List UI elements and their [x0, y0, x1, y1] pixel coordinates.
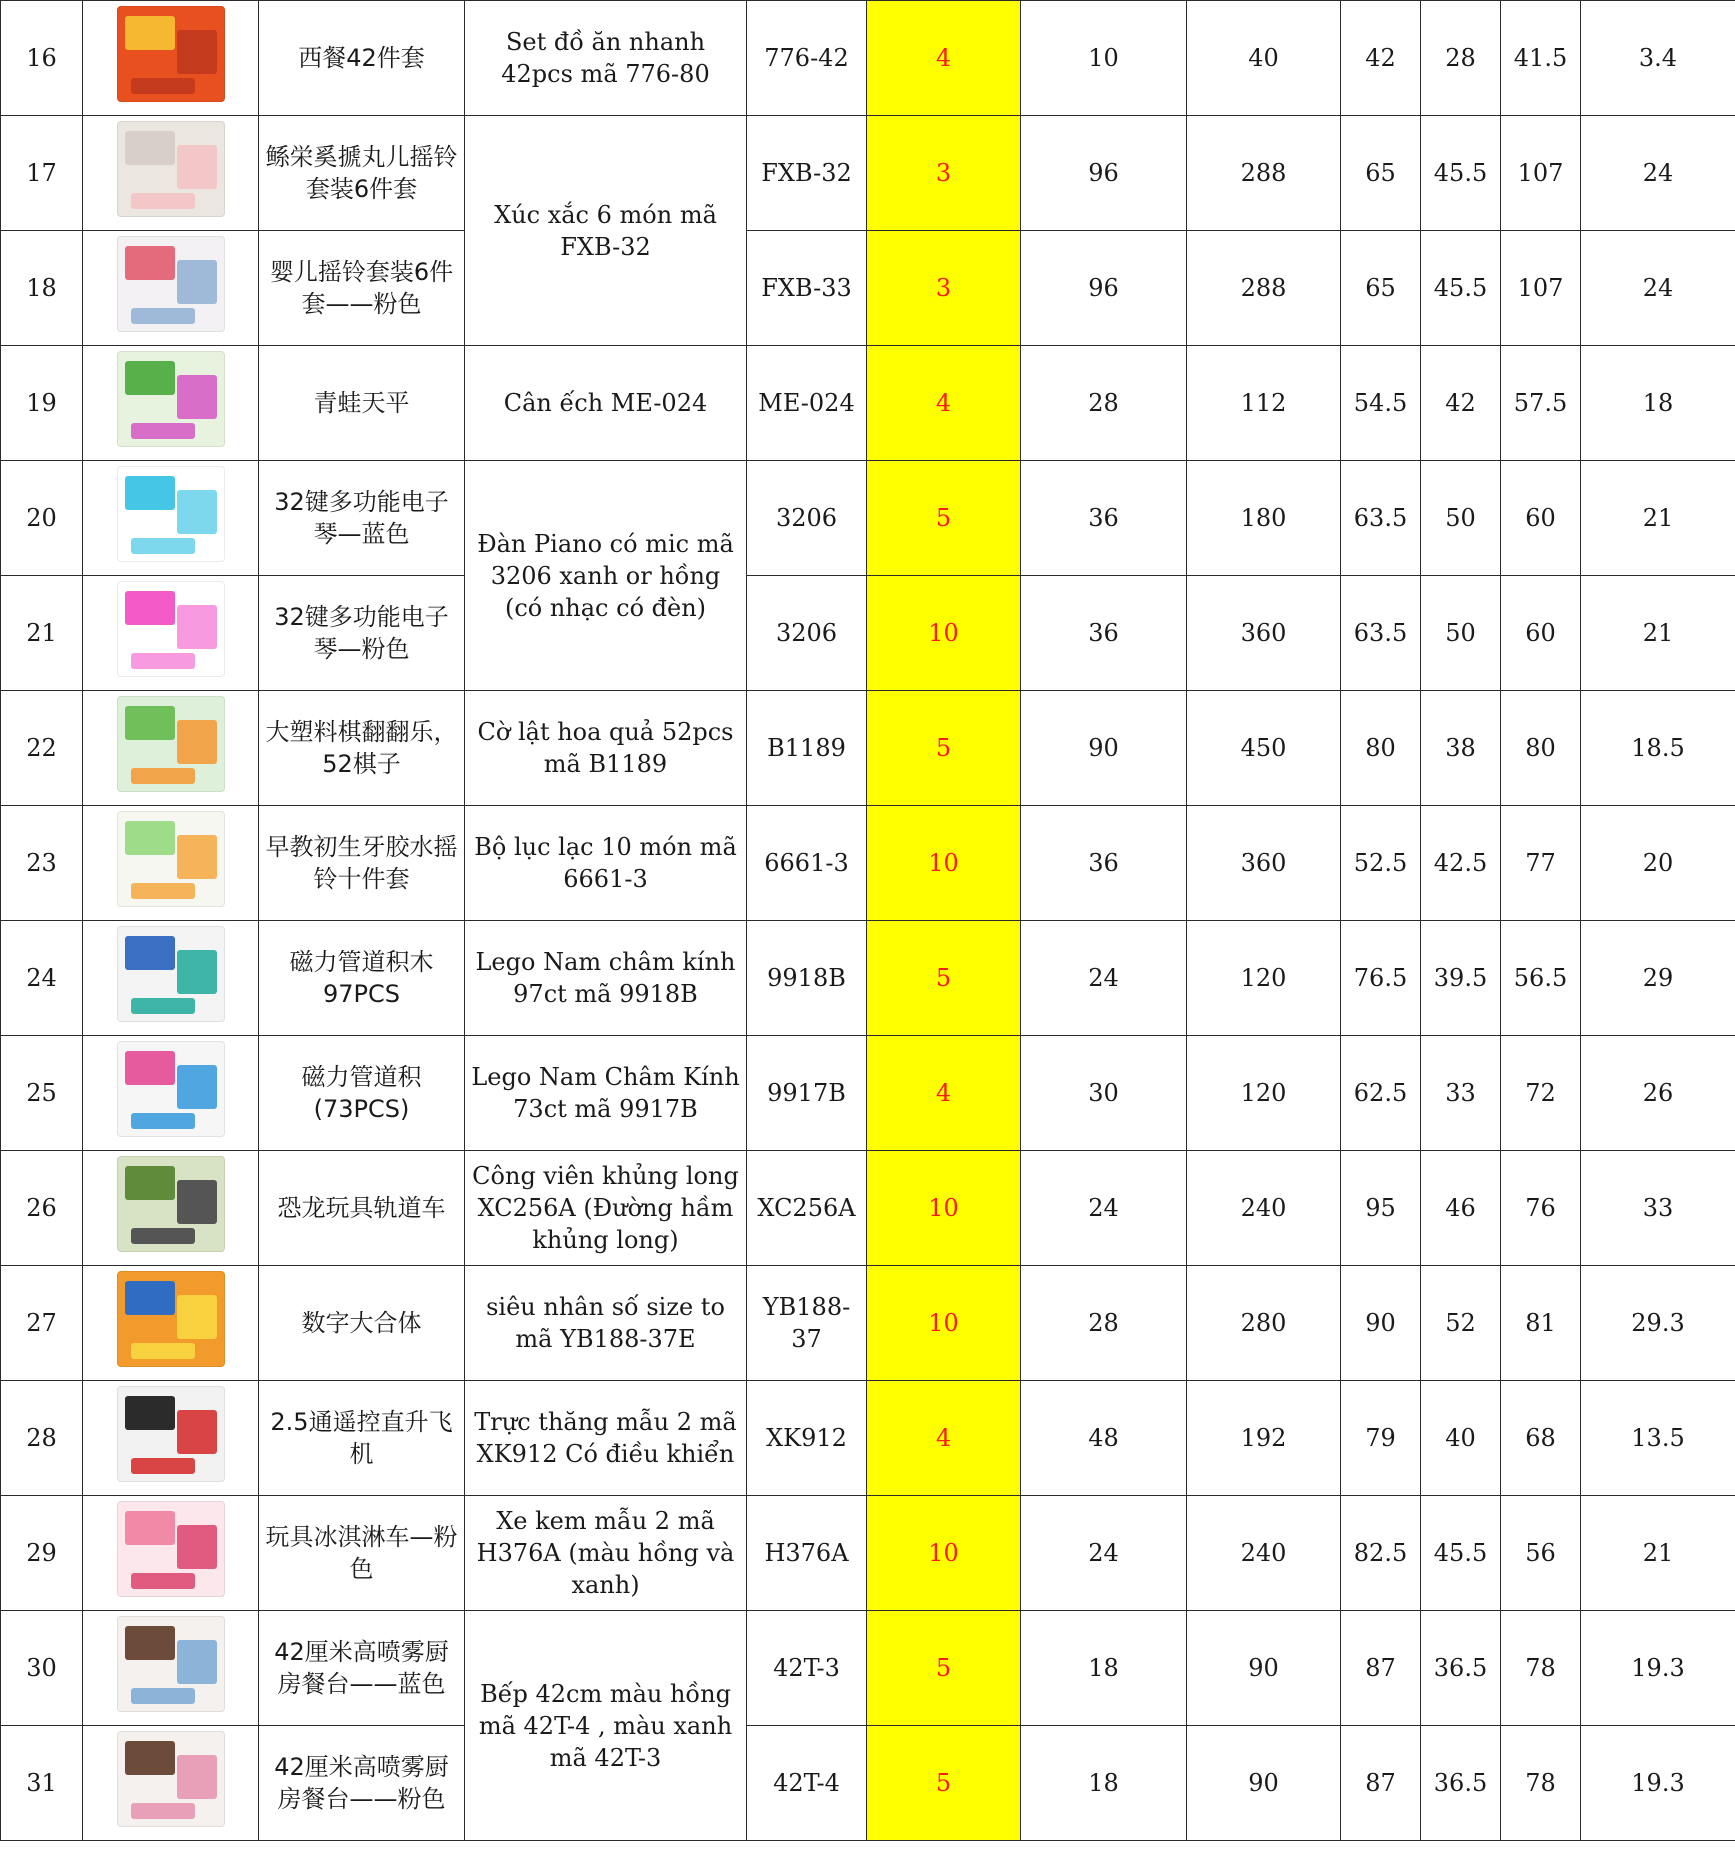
order-quantity-cell: 10 — [867, 806, 1021, 921]
kitchen-set-pink-thumbnail — [117, 1731, 225, 1827]
carton-width-cell: 50 — [1421, 461, 1501, 576]
carton-width-cell: 36.5 — [1421, 1611, 1501, 1726]
total-units-cell: 90 — [1187, 1726, 1341, 1841]
table-row — [1, 116, 1735, 231]
product-code-cell: FXB-33 — [747, 231, 867, 346]
row-number-cell: 16 — [1, 1, 83, 116]
ice-cream-cart-thumbnail — [117, 1501, 225, 1597]
vietnamese-name-cell: Xúc xắc 6 món mã FXB-32 — [465, 116, 747, 346]
total-units-cell: 240 — [1187, 1496, 1341, 1611]
carton-weight-cell: 21 — [1581, 1496, 1735, 1611]
product-image-cell — [83, 231, 259, 346]
total-units-cell: 120 — [1187, 921, 1341, 1036]
total-units-cell: 288 — [1187, 116, 1341, 231]
units-per-carton-cell: 96 — [1021, 116, 1187, 231]
product-code-cell: ME-024 — [747, 346, 867, 461]
carton-height-cell: 77 — [1501, 806, 1581, 921]
units-per-carton-cell: 96 — [1021, 231, 1187, 346]
carton-height-cell: 76 — [1501, 1151, 1581, 1266]
carton-width-cell: 46 — [1421, 1151, 1501, 1266]
carton-width-cell: 42 — [1421, 346, 1501, 461]
product-code-cell: 42T-3 — [747, 1611, 867, 1726]
product-code-cell: XK912 — [747, 1381, 867, 1496]
product-image-cell — [83, 1496, 259, 1611]
table-row — [1, 1266, 1735, 1381]
units-per-carton-cell: 36 — [1021, 806, 1187, 921]
product-image-cell — [83, 1036, 259, 1151]
product-code-cell: 776-42 — [747, 1, 867, 116]
units-per-carton-cell: 28 — [1021, 1266, 1187, 1381]
chinese-name-cell: 青蛙天平 — [259, 346, 465, 461]
product-image-cell — [83, 1726, 259, 1841]
table-row — [1, 691, 1735, 806]
dinosaur-track-thumbnail — [117, 1156, 225, 1252]
vietnamese-name-cell: Công viên khủng long XC256A (Đường hầm khủng long) — [465, 1151, 747, 1266]
carton-weight-cell: 29.3 — [1581, 1266, 1735, 1381]
table-row — [1, 1726, 1735, 1841]
carton-height-cell: 60 — [1501, 576, 1581, 691]
vietnamese-name-cell: Lego Nam châm kính 97ct mã 9918B — [465, 921, 747, 1036]
carton-width-cell: 42.5 — [1421, 806, 1501, 921]
carton-width-cell: 38 — [1421, 691, 1501, 806]
carton-length-cell: 62.5 — [1341, 1036, 1421, 1151]
row-number-cell: 30 — [1, 1611, 83, 1726]
row-number-cell: 31 — [1, 1726, 83, 1841]
product-code-cell: B1189 — [747, 691, 867, 806]
product-image-cell — [83, 576, 259, 691]
chinese-name-cell: 32键多功能电子琴—粉色 — [259, 576, 465, 691]
rc-helicopter-thumbnail — [117, 1386, 225, 1482]
units-per-carton-cell: 10 — [1021, 1, 1187, 116]
baby-rattle-pink-thumbnail — [117, 236, 225, 332]
carton-height-cell: 60 — [1501, 461, 1581, 576]
chinese-name-cell: 玩具冰淇淋车—粉色 — [259, 1496, 465, 1611]
carton-height-cell: 72 — [1501, 1036, 1581, 1151]
vietnamese-name-cell: Đàn Piano có mic mã 3206 xanh or hồng (có nhạc có đèn) — [465, 461, 747, 691]
carton-length-cell: 63.5 — [1341, 461, 1421, 576]
carton-height-cell: 107 — [1501, 231, 1581, 346]
product-image-cell — [83, 1266, 259, 1381]
carton-width-cell: 28 — [1421, 1, 1501, 116]
carton-length-cell: 90 — [1341, 1266, 1421, 1381]
product-image-cell — [83, 806, 259, 921]
vietnamese-name-cell: siêu nhân số size to mã YB188-37E — [465, 1266, 747, 1381]
magnetic-tiles-thumbnail — [117, 926, 225, 1022]
product-code-cell: 9918B — [747, 921, 867, 1036]
order-quantity-cell: 5 — [867, 1611, 1021, 1726]
row-number-cell: 28 — [1, 1381, 83, 1496]
row-number-cell: 20 — [1, 461, 83, 576]
units-per-carton-cell: 18 — [1021, 1611, 1187, 1726]
carton-width-cell: 36.5 — [1421, 1726, 1501, 1841]
product-image-cell — [83, 1381, 259, 1496]
chinese-name-cell: 磁力管道积(73PCS) — [259, 1036, 465, 1151]
carton-height-cell: 78 — [1501, 1726, 1581, 1841]
chinese-name-cell: 32键多功能电子琴—蓝色 — [259, 461, 465, 576]
product-code-cell: 42T-4 — [747, 1726, 867, 1841]
carton-weight-cell: 18.5 — [1581, 691, 1735, 806]
carton-height-cell: 56 — [1501, 1496, 1581, 1611]
product-code-cell: 9917B — [747, 1036, 867, 1151]
vietnamese-name-cell: Lego Nam Châm Kính 73ct mã 9917B — [465, 1036, 747, 1151]
chinese-name-cell: 42厘米高喷雾厨房餐台——粉色 — [259, 1726, 465, 1841]
units-per-carton-cell: 36 — [1021, 461, 1187, 576]
carton-height-cell: 56.5 — [1501, 921, 1581, 1036]
row-number-cell: 29 — [1, 1496, 83, 1611]
row-number-cell: 26 — [1, 1151, 83, 1266]
carton-weight-cell: 33 — [1581, 1151, 1735, 1266]
order-quantity-cell: 4 — [867, 346, 1021, 461]
carton-length-cell: 80 — [1341, 691, 1421, 806]
table-row — [1, 346, 1735, 461]
table-row — [1, 1611, 1735, 1726]
chinese-name-cell: 西餐42件套 — [259, 1, 465, 116]
row-number-cell: 18 — [1, 231, 83, 346]
flip-board-game-thumbnail — [117, 696, 225, 792]
order-quantity-cell: 10 — [867, 1266, 1021, 1381]
table-row — [1, 1151, 1735, 1266]
chinese-name-cell: 2.5通遥控直升飞机 — [259, 1381, 465, 1496]
carton-length-cell: 87 — [1341, 1726, 1421, 1841]
chinese-name-cell: 磁力管道积木97PCS — [259, 921, 465, 1036]
vietnamese-name-cell: Bộ lục lạc 10 món mã 6661-3 — [465, 806, 747, 921]
carton-weight-cell: 26 — [1581, 1036, 1735, 1151]
product-code-cell: 3206 — [747, 576, 867, 691]
carton-height-cell: 68 — [1501, 1381, 1581, 1496]
carton-length-cell: 79 — [1341, 1381, 1421, 1496]
product-code-cell: H376A — [747, 1496, 867, 1611]
product-image-cell — [83, 461, 259, 576]
product-image-cell — [83, 691, 259, 806]
carton-weight-cell: 19.3 — [1581, 1611, 1735, 1726]
product-image-cell — [83, 1611, 259, 1726]
row-number-cell: 23 — [1, 806, 83, 921]
carton-weight-cell: 18 — [1581, 346, 1735, 461]
carton-width-cell: 33 — [1421, 1036, 1501, 1151]
total-units-cell: 112 — [1187, 346, 1341, 461]
units-per-carton-cell: 24 — [1021, 921, 1187, 1036]
total-units-cell: 288 — [1187, 231, 1341, 346]
product-code-cell: 3206 — [747, 461, 867, 576]
product-image-cell — [83, 116, 259, 231]
table-row — [1, 1381, 1735, 1496]
baby-rattle-set-thumbnail — [117, 121, 225, 217]
order-quantity-cell: 4 — [867, 1381, 1021, 1496]
total-units-cell: 360 — [1187, 806, 1341, 921]
table-row — [1, 576, 1735, 691]
carton-height-cell: 81 — [1501, 1266, 1581, 1381]
order-quantity-cell: 10 — [867, 576, 1021, 691]
carton-weight-cell: 24 — [1581, 231, 1735, 346]
units-per-carton-cell: 28 — [1021, 346, 1187, 461]
table-row — [1, 1, 1735, 116]
table-row — [1, 461, 1735, 576]
carton-width-cell: 45.5 — [1421, 1496, 1501, 1611]
total-units-cell: 180 — [1187, 461, 1341, 576]
carton-weight-cell: 13.5 — [1581, 1381, 1735, 1496]
carton-height-cell: 78 — [1501, 1611, 1581, 1726]
carton-length-cell: 65 — [1341, 231, 1421, 346]
carton-weight-cell: 21 — [1581, 461, 1735, 576]
number-robot-thumbnail — [117, 1271, 225, 1367]
teether-rattle-thumbnail — [117, 811, 225, 907]
carton-height-cell: 107 — [1501, 116, 1581, 231]
vietnamese-name-cell: Trực thăng mẫu 2 mã XK912 Có điều khiển — [465, 1381, 747, 1496]
carton-length-cell: 65 — [1341, 116, 1421, 231]
chinese-name-cell: 婴儿摇铃套装6件套——粉色 — [259, 231, 465, 346]
chinese-name-cell: 数字大合体 — [259, 1266, 465, 1381]
row-number-cell: 25 — [1, 1036, 83, 1151]
order-quantity-cell: 5 — [867, 691, 1021, 806]
order-quantity-cell: 4 — [867, 1036, 1021, 1151]
carton-length-cell: 52.5 — [1341, 806, 1421, 921]
keyboard-pink-thumbnail — [117, 581, 225, 677]
carton-length-cell: 76.5 — [1341, 921, 1421, 1036]
row-number-cell: 17 — [1, 116, 83, 231]
carton-width-cell: 39.5 — [1421, 921, 1501, 1036]
carton-height-cell: 57.5 — [1501, 346, 1581, 461]
carton-length-cell: 82.5 — [1341, 1496, 1421, 1611]
total-units-cell: 360 — [1187, 576, 1341, 691]
row-number-cell: 27 — [1, 1266, 83, 1381]
carton-width-cell: 45.5 — [1421, 231, 1501, 346]
order-quantity-cell: 4 — [867, 1, 1021, 116]
row-number-cell: 21 — [1, 576, 83, 691]
carton-length-cell: 95 — [1341, 1151, 1421, 1266]
product-image-cell — [83, 1, 259, 116]
row-number-cell: 19 — [1, 346, 83, 461]
product-image-cell — [83, 1151, 259, 1266]
carton-length-cell: 87 — [1341, 1611, 1421, 1726]
units-per-carton-cell: 30 — [1021, 1036, 1187, 1151]
fast-food-set-thumbnail — [117, 6, 225, 102]
order-quantity-cell: 10 — [867, 1496, 1021, 1611]
kitchen-set-blue-thumbnail — [117, 1616, 225, 1712]
row-number-cell: 24 — [1, 921, 83, 1036]
total-units-cell: 120 — [1187, 1036, 1341, 1151]
chinese-name-cell: 恐龙玩具轨道车 — [259, 1151, 465, 1266]
carton-weight-cell: 19.3 — [1581, 1726, 1735, 1841]
units-per-carton-cell: 24 — [1021, 1151, 1187, 1266]
carton-weight-cell: 20 — [1581, 806, 1735, 921]
units-per-carton-cell: 48 — [1021, 1381, 1187, 1496]
product-code-cell: YB188-37 — [747, 1266, 867, 1381]
table-row — [1, 921, 1735, 1036]
total-units-cell: 450 — [1187, 691, 1341, 806]
carton-width-cell: 52 — [1421, 1266, 1501, 1381]
carton-length-cell: 63.5 — [1341, 576, 1421, 691]
order-quantity-cell: 3 — [867, 231, 1021, 346]
total-units-cell: 280 — [1187, 1266, 1341, 1381]
table-row — [1, 806, 1735, 921]
vietnamese-name-cell: Cờ lật hoa quả 52pcs mã B1189 — [465, 691, 747, 806]
vietnamese-name-cell: Bếp 42cm màu hồng mã 42T-4 , màu xanh mã 42T-3 — [465, 1611, 747, 1841]
carton-weight-cell: 21 — [1581, 576, 1735, 691]
table-row — [1, 1036, 1735, 1151]
order-quantity-cell: 10 — [867, 1151, 1021, 1266]
product-code-cell: XC256A — [747, 1151, 867, 1266]
carton-width-cell: 50 — [1421, 576, 1501, 691]
total-units-cell: 40 — [1187, 1, 1341, 116]
vietnamese-name-cell: Cân ếch ME-024 — [465, 346, 747, 461]
product-image-cell — [83, 346, 259, 461]
product-code-cell: 6661-3 — [747, 806, 867, 921]
carton-height-cell: 80 — [1501, 691, 1581, 806]
units-per-carton-cell: 90 — [1021, 691, 1187, 806]
vietnamese-name-cell: Xe kem mẫu 2 mã H376A (màu hồng và xanh) — [465, 1496, 747, 1611]
chinese-name-cell: 42厘米高喷雾厨房餐台——蓝色 — [259, 1611, 465, 1726]
chinese-name-cell: 鲧栄奚搋丸儿摇铃套装6件套 — [259, 116, 465, 231]
magnetic-tiles-73-thumbnail — [117, 1041, 225, 1137]
frog-balance-thumbnail — [117, 351, 225, 447]
row-number-cell: 22 — [1, 691, 83, 806]
table-row — [1, 231, 1735, 346]
carton-height-cell: 41.5 — [1501, 1, 1581, 116]
table-row — [1, 1496, 1735, 1611]
table-body — [1, 1, 1735, 1841]
order-quantity-cell: 3 — [867, 116, 1021, 231]
carton-length-cell: 42 — [1341, 1, 1421, 116]
total-units-cell: 192 — [1187, 1381, 1341, 1496]
chinese-name-cell: 早教初生牙胶水摇铃十件套 — [259, 806, 465, 921]
carton-weight-cell: 3.4 — [1581, 1, 1735, 116]
product-image-cell — [83, 921, 259, 1036]
chinese-name-cell: 大塑料棋翻翻乐，52棋子 — [259, 691, 465, 806]
carton-width-cell: 45.5 — [1421, 116, 1501, 231]
carton-width-cell: 40 — [1421, 1381, 1501, 1496]
vietnamese-name-cell: Set đồ ăn nhanh 42pcs mã 776-80 — [465, 1, 747, 116]
total-units-cell: 90 — [1187, 1611, 1341, 1726]
total-units-cell: 240 — [1187, 1151, 1341, 1266]
keyboard-blue-thumbnail — [117, 466, 225, 562]
order-quantity-cell: 5 — [867, 1726, 1021, 1841]
product-code-cell: FXB-32 — [747, 116, 867, 231]
units-per-carton-cell: 36 — [1021, 576, 1187, 691]
carton-weight-cell: 24 — [1581, 116, 1735, 231]
order-quantity-cell: 5 — [867, 921, 1021, 1036]
units-per-carton-cell: 24 — [1021, 1496, 1187, 1611]
units-per-carton-cell: 18 — [1021, 1726, 1187, 1841]
carton-weight-cell: 29 — [1581, 921, 1735, 1036]
order-quantity-cell: 5 — [867, 461, 1021, 576]
carton-length-cell: 54.5 — [1341, 346, 1421, 461]
